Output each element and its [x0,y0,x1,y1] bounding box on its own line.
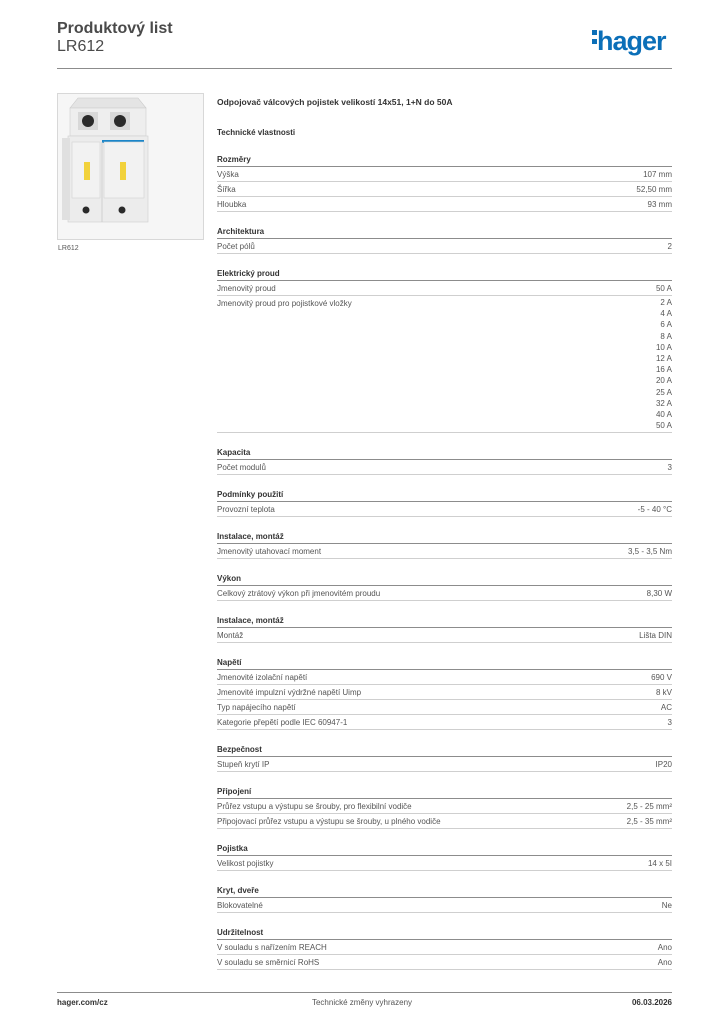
spec-row [217,955,672,970]
spec-row [217,940,672,955]
spec-row [217,197,672,212]
spec-value: 4 A [660,309,672,319]
spec-value: 3 [667,718,672,728]
spec-row [217,670,672,685]
spec-group [217,226,672,254]
fuse-disconnector-icon [58,94,203,239]
logo-colon-icon [592,27,597,48]
spec-group [217,268,672,433]
spec-row [217,628,672,643]
spec-group-title: Připojení [217,786,672,799]
image-caption: LR612 [58,245,79,252]
spec-row [217,856,672,871]
spec-label: Počet modulů [217,463,266,473]
spec-group-title: Pojistka [217,843,672,856]
footer-notice: Technické změny vyhrazeny [311,998,413,1007]
spec-value: Ne [661,901,672,911]
spec-value: 12 A [655,354,672,364]
spec-row [217,799,672,814]
spec-value: 50 A [655,284,672,293]
spec-value: 8 kV [655,688,672,698]
spec-row [217,167,672,182]
specification-content [217,95,672,970]
spec-value: 2,5 - 35 mm² [626,817,672,827]
spec-label: Připojovací průřez vstupu a výstupu se šrouby, u plného vodiče [217,817,441,827]
spec-group [217,154,672,212]
spec-value: 14 x 5I [647,859,672,869]
spec-group [217,489,672,517]
spec-label: Výška [217,170,239,179]
spec-row [217,700,672,715]
spec-label: Šířka [217,185,236,194]
spec-row [217,685,672,700]
spec-group-title: Bezpečnost [217,744,672,757]
spec-group [217,657,672,730]
spec-row [217,715,672,730]
spec-value: 50 A [655,421,672,431]
spec-row [217,898,672,913]
spec-group-title: Instalace, montáž [217,531,672,544]
spec-row [217,586,672,601]
spec-value: 25 A [655,387,672,397]
spec-value: 20 A [655,376,672,386]
spec-label: Průřez vstupu a výstupu se šrouby, pro flexibilní vodiče [217,802,412,812]
spec-row [217,460,672,475]
spec-label: Provozní teplota [217,505,275,515]
spec-value: 93 mm [647,200,672,209]
spec-row [217,239,672,254]
spec-label: Montáž [217,631,244,641]
spec-group [217,531,672,559]
spec-value: 2 [667,242,672,251]
spec-label: Typ napájecího napětí [217,703,296,713]
spec-value: AC [660,703,672,713]
spec-row [217,544,672,559]
footer-date: 06.03.2026 [631,998,672,1007]
section-heading: Technické vlastnosti [217,128,296,137]
spec-value: 107 mm [643,170,672,179]
spec-group-title: Instalace, montáž [217,615,672,628]
spec-value: 10 A [655,342,672,352]
footer-website: hager.com/cz [57,998,108,1007]
spec-value: 2,5 - 25 mm² [626,802,672,812]
spec-group [217,744,672,772]
spec-row [217,757,672,772]
spec-value: 32 A [655,398,672,408]
spec-value: 40 A [655,410,672,420]
spec-row [217,182,672,197]
spec-group-title: Výkon [217,573,672,586]
spec-label: Hloubka [217,200,247,209]
spec-label: Jmenovitý proud pro pojistkové vložky [217,299,352,308]
spec-label: V souladu s nařízením REACH [217,943,327,953]
spec-value: 3,5 - 3,5 Nm [627,547,672,557]
spec-value: 3 [667,463,672,473]
header-divider [57,68,672,69]
logo-text: hager [597,26,666,56]
spec-group [217,927,672,970]
spec-label: Blokovatelné [217,901,263,911]
spec-label: Jmenovité impulzní výdržné napětí Uimp [217,688,362,698]
hager-logo [592,26,666,56]
spec-label: Jmenovitý utahovací moment [217,547,322,557]
spec-value: IP20 [655,760,672,770]
spec-label: Jmenovité izolační napětí [217,673,308,683]
spec-row [217,296,672,433]
spec-row [217,281,672,296]
spec-group [217,615,672,643]
spec-group-title: Elektrický proud [217,268,672,281]
spec-label: Jmenovitý proud [217,284,276,293]
spec-label: Počet pólů [217,242,255,251]
document-title: Odpojovač válcových pojistek velikostí 14x51, 1+N do 50A [217,97,453,107]
spec-group-title: Kapacita [217,447,672,460]
spec-value-list [656,297,672,432]
footer-divider [57,992,672,993]
spec-group [217,843,672,871]
spec-group [217,885,672,913]
spec-row [217,502,672,517]
spec-value: 690 V [651,673,672,683]
spec-groups [217,154,672,970]
spec-value: 8 A [660,331,672,341]
product-code: LR612 [57,38,105,55]
spec-value: 2 A [660,298,672,307]
spec-label: Velikost pojistky [217,859,274,869]
spec-group [217,573,672,601]
spec-group [217,447,672,475]
spec-label: Stupeň krytí IP [217,760,270,770]
spec-value: Ano [657,958,672,968]
spec-group-title: Napětí [217,657,672,670]
spec-label: V souladu se směrnicí RoHS [217,958,320,968]
spec-value: 52,50 mm [636,185,672,194]
page-title: Produktový list [57,20,173,37]
spec-value: 6 A [660,320,672,330]
spec-group-title: Podmínky použití [217,489,672,502]
spec-value: -5 - 40 °C [637,505,672,515]
spec-group-title: Kryt, dveře [217,885,672,898]
spec-label: Celkový ztrátový výkon při jmenovitém proudu [217,589,381,599]
spec-group-title: Udržitelnost [217,927,672,940]
spec-group-title: Architektura [217,226,672,239]
spec-label: Kategorie přepětí podle IEC 60947-1 [217,718,348,728]
spec-group-title: Rozměry [217,154,672,167]
spec-row [217,814,672,829]
spec-value: 8,30 W [646,589,672,599]
spec-value: 16 A [655,365,672,375]
spec-value: Lišta DIN [639,631,672,641]
spec-group [217,786,672,829]
spec-value: Ano [657,943,672,953]
product-image [57,93,204,240]
